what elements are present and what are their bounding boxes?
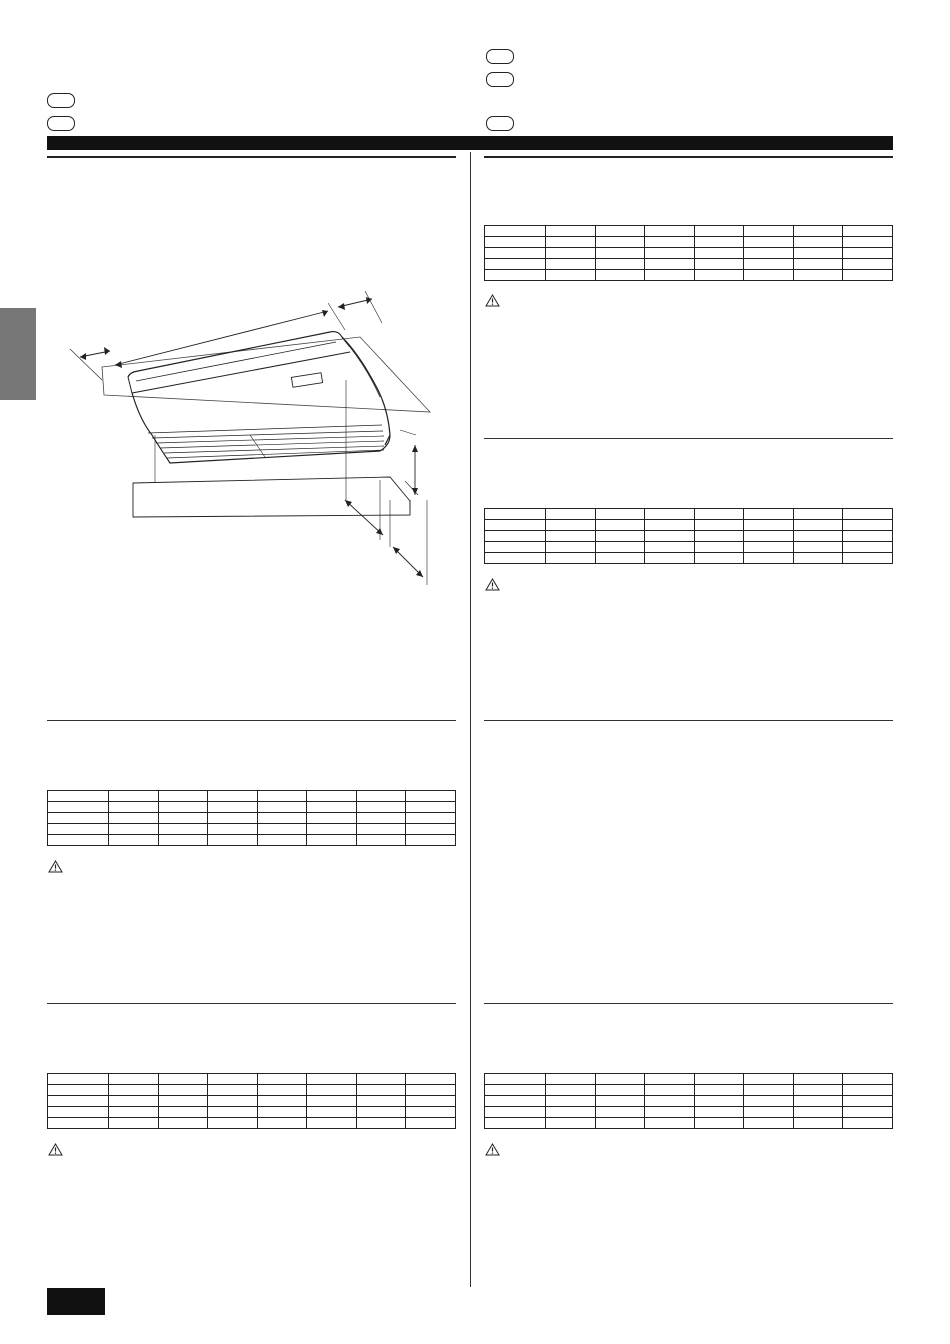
language-badge (486, 49, 514, 64)
table-row (485, 237, 893, 248)
table-row (485, 248, 893, 259)
table-row (48, 791, 456, 802)
spec-table (47, 1073, 456, 1129)
section-rule (484, 438, 893, 439)
table-row (48, 1107, 456, 1118)
unit-installation-diagram (60, 285, 440, 590)
table-row (48, 1096, 456, 1107)
table-row (485, 553, 893, 564)
section-rule (47, 1003, 456, 1004)
table-row (485, 1107, 893, 1118)
warning-triangle-icon (485, 294, 500, 307)
table-row (48, 824, 456, 835)
warning-triangle-icon (48, 860, 63, 873)
spec-table (47, 790, 456, 846)
table-row (485, 509, 893, 520)
table-row (485, 1096, 893, 1107)
spec-table (484, 1073, 893, 1129)
table-row (485, 1085, 893, 1096)
table-row (485, 270, 893, 281)
table-row (48, 1118, 456, 1129)
page-number-box (47, 1288, 105, 1315)
language-badge (47, 116, 75, 131)
table-row (485, 520, 893, 531)
language-badge (486, 116, 514, 131)
section-rule (484, 720, 893, 721)
side-tab (0, 308, 36, 400)
warning-triangle-icon (48, 1143, 63, 1156)
table-row (485, 226, 893, 237)
warning-triangle-icon (485, 1143, 500, 1156)
language-badge (486, 72, 514, 87)
section-rule (47, 720, 456, 721)
table-row (48, 835, 456, 846)
section-rule (484, 156, 893, 158)
column-divider (470, 152, 471, 1287)
spec-table (484, 508, 893, 564)
table-row (48, 1085, 456, 1096)
warning-triangle-icon (485, 578, 500, 591)
header-bar (47, 136, 893, 150)
table-row (485, 1118, 893, 1129)
table-row (48, 1074, 456, 1085)
language-badge (47, 93, 75, 108)
table-row (485, 259, 893, 270)
section-rule (484, 1003, 893, 1004)
table-row (48, 813, 456, 824)
table-row (485, 1074, 893, 1085)
section-rule (47, 156, 456, 158)
table-row (485, 531, 893, 542)
spec-table (484, 225, 893, 281)
table-row (48, 802, 456, 813)
table-row (485, 542, 893, 553)
